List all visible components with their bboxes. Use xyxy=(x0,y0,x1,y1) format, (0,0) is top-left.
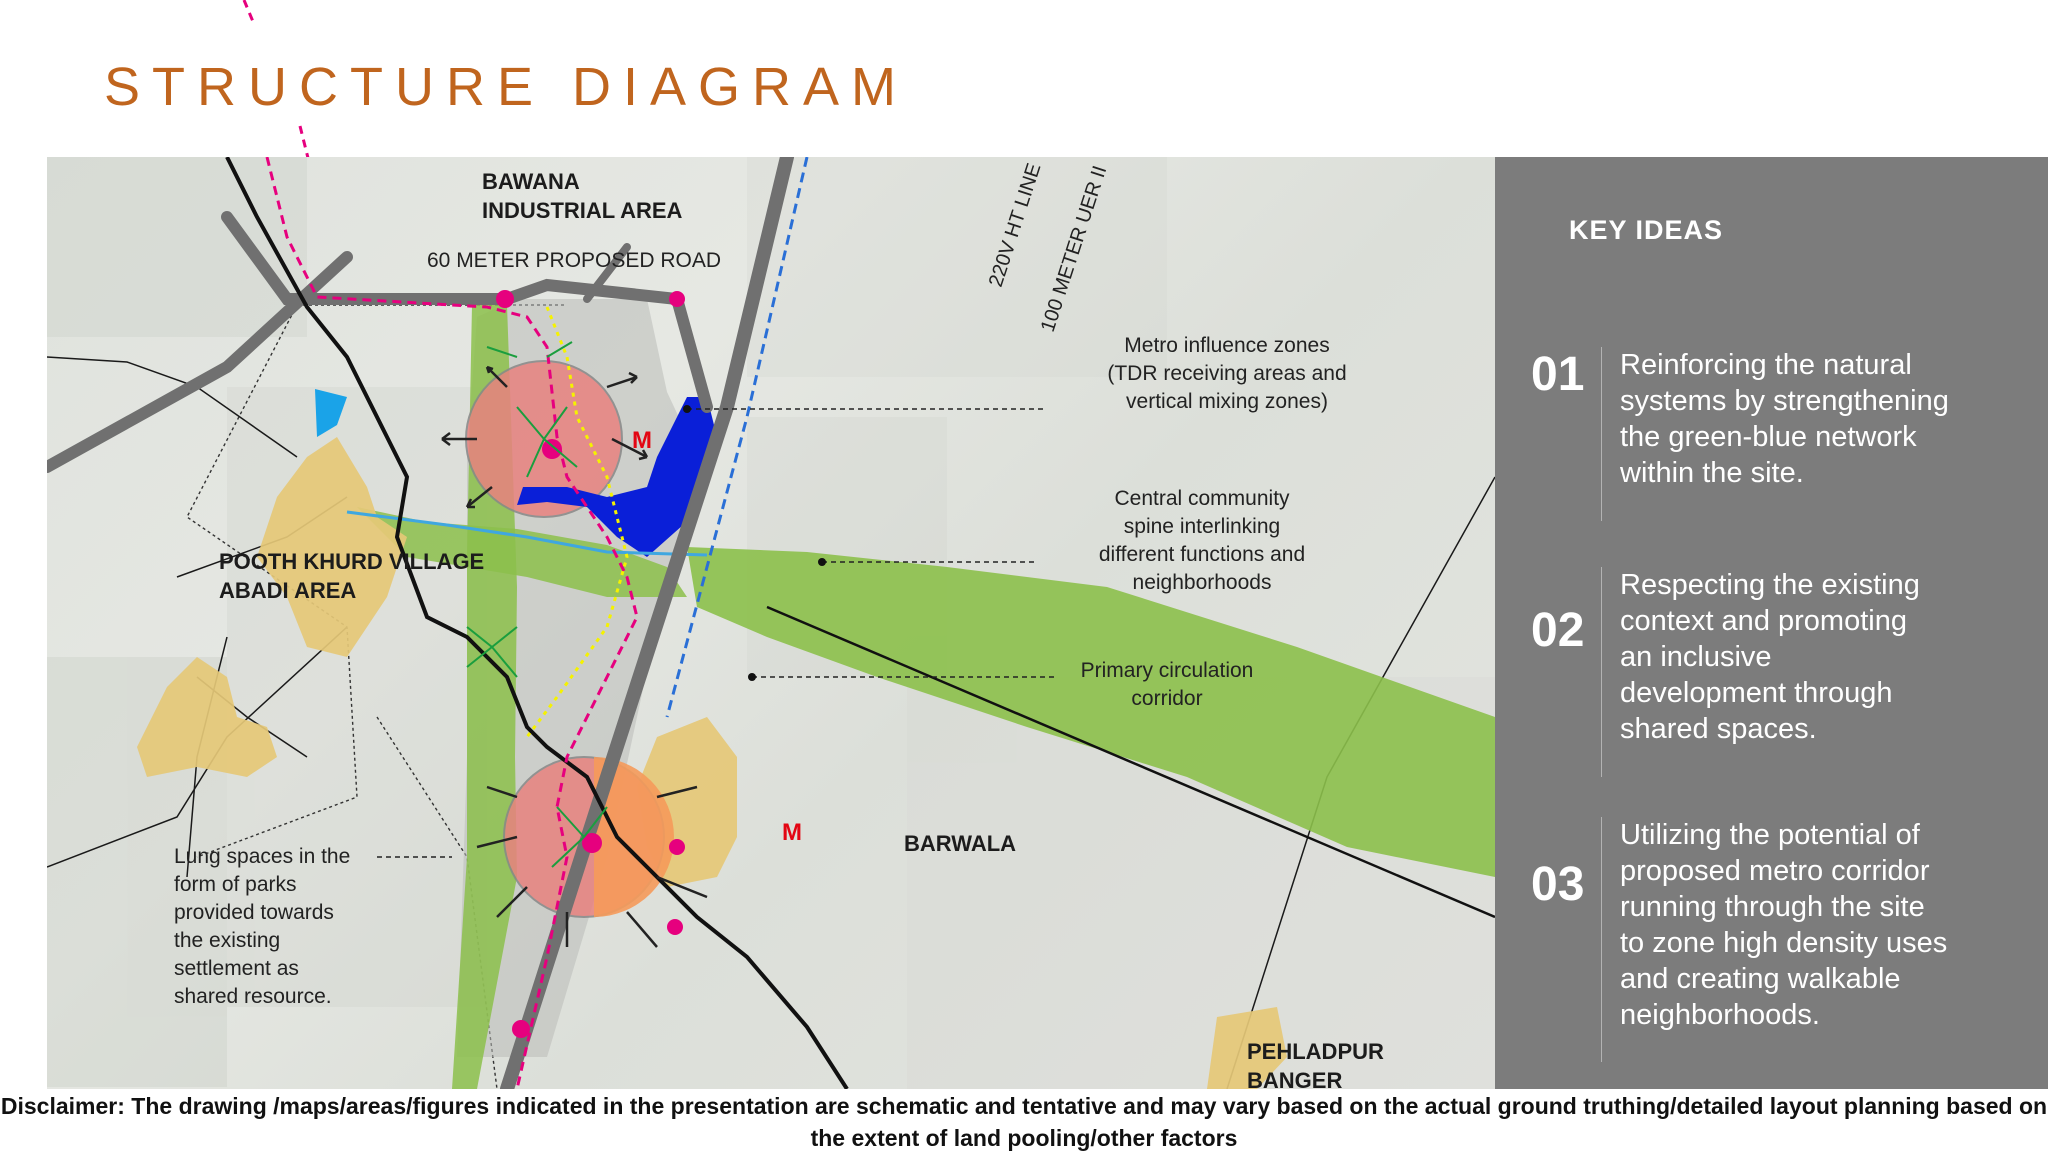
key-idea-text: Utilizing the potential of proposed metro corridor running through the site to zone high density uses and creating walkable neighborhoods. xyxy=(1620,819,1948,1031)
label-pooth-khurd: POOTH KHURD VILLAGE ABADI AREA xyxy=(219,549,485,603)
key-ideas-heading: KEY IDEAS xyxy=(1569,215,1724,245)
site-map xyxy=(47,157,1495,1089)
key-idea-number: 01 xyxy=(1531,348,1585,401)
label-uer: 100 METER UER II xyxy=(1036,163,1112,335)
divider xyxy=(1601,567,1602,777)
label-lung-spaces: Lung spaces in the form of parks provided towards the existing settlement as shared resource. xyxy=(174,845,351,1008)
label-community-spine: Central community spine interlinking different functions and neighborhoods xyxy=(1098,487,1306,594)
divider xyxy=(1601,817,1602,1062)
label-bawana: BAWANA INDUSTRIAL AREA xyxy=(482,169,683,223)
key-idea-text: Respecting the existing context and promoting an inclusive development through shared spaces. xyxy=(1620,569,1920,745)
label-ht-line: 220V HT LINE xyxy=(984,160,1046,290)
label-circulation: Primary circulation corridor xyxy=(1080,659,1254,710)
metro-line-top xyxy=(0,0,2048,160)
label-metro-zones: Metro influence zones (TDR receiving areas and vertical mixing zones) xyxy=(1107,334,1347,413)
metro-station xyxy=(512,1020,530,1038)
key-ideas-panel xyxy=(1495,157,2048,1089)
label-barwala: BARWALA xyxy=(904,831,1017,856)
key-idea-number: 03 xyxy=(1531,858,1585,911)
key-idea-2 xyxy=(1531,567,2031,777)
key-idea-number: 02 xyxy=(1531,604,1585,657)
metro-marker-south: M xyxy=(782,819,802,846)
metro-marker-north: M xyxy=(632,427,652,454)
divider xyxy=(1601,347,1602,521)
metro-station xyxy=(669,839,685,855)
label-60m-road: 60 METER PROPOSED ROAD xyxy=(427,249,722,272)
metro-station xyxy=(542,439,562,459)
key-idea-1 xyxy=(1531,347,2031,527)
key-idea-3 xyxy=(1531,817,2031,1067)
metro-station xyxy=(667,919,683,935)
metro-station xyxy=(669,291,685,307)
metro-station xyxy=(496,290,514,308)
label-pehladpur: PEHLADPUR BANGER xyxy=(1247,1039,1384,1089)
key-idea-text: Reinforcing the natural systems by strengthening the green-blue network within the site. xyxy=(1620,349,1949,489)
disclaimer: Disclaimer: The drawing /maps/areas/figures indicated in the presentation are schematic and tentative and may vary based on the actual ground truthing/detailed layout planning based on the extent of land pooling/other factors xyxy=(0,1093,2048,1151)
page-title: STRUCTURE DIAGRAM xyxy=(104,57,909,117)
